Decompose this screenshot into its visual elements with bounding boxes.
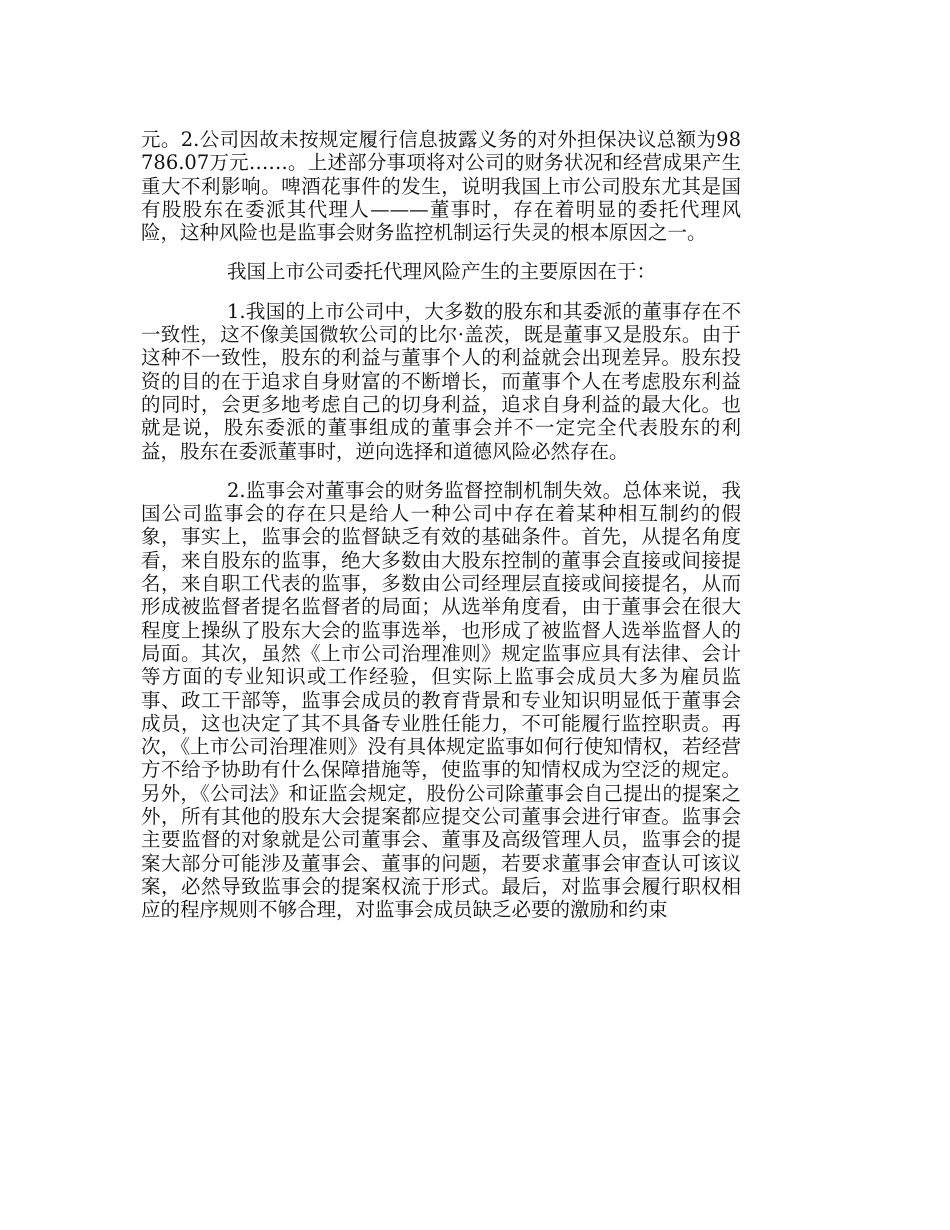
paragraph-reason-2: 2.监事会对董事会的财务监督控制机制失效。总体来说，我国公司监事会的存在只是给人一种公司中存在着某种相互制约的假象，事实上，监事会的监督缺乏有效的基础条件。首先，从提名角度看，来自股东的监事，绝大多数由大股东控制的董事会直接或间接提名，来自职工代表的监事，多数由公司经理层直接或间接提名，从而形成被监督者提名监督者的局面；从选举角度看，由于董事会在很大程度上操纵了股东大会的监事选举，也形成了被监督人选举监督人的局面。其次，虽然《上市公司治理准则》规定监事应具有法律、会计等方面的专业知识或工作经验，但实际上监事会成员大多为雇员监事、政工干部等，监事会成员的教育背景和专业知识明显低于董事会成员，这也决定了其不具备专业胜任能力，不可能履行监控职责。再次，《上市公司治理准则》没有具体规定监事如何行使知情权，若经营方不给予协助有什么保障措施等，使监事的知情权成为空泛的规定。另外，《公司法》和证监会规定，股份公司除董事会自己提出的提案之外，所有其他的股东大会提案都应提交公司董事会进行审查。监事会主要监督的对象就是公司董事会、董事及高级管理人员，监事会的提案大部分可能涉及董事会、董事的问题，若要求董事会审查认可该议案，必然导致监事会的提案权流于形式。最后，对监事会履行职权相应的程序规则不够合理，对监事会成员缺乏必要的激励和约束 — [141, 478, 741, 922]
paragraph-continuation: 元。2.公司因故未按规定履行信息披露义务的对外担保决议总额为98786.07万元……。上述部分事项将对公司的财务状况和经营成果产生重大不利影响。啤酒花事件的发生，说明我国上市公司股东尤其是国有股股东在委派其代理人———董事时，存在着明显的委托代理风险，这种风险也是监事会财务监控机制运行失灵的根本原因之一。 — [141, 128, 741, 245]
paragraph-reason-1: 1.我国的上市公司中，大多数的股东和其委派的董事存在不一致性，这不像美国微软公司的比尔·盖茨，既是董事又是股东。由于这种不一致性，股东的利益与董事个人的利益就会出现差异。股东投资的目的在于追求自身财富的不断增长，而董事个人在考虑股东利益的同时，会更多地考虑自己的切身利益，追求自身利益的最大化。也就是说，股东委派的董事组成的董事会并不一定完全代表股东的利益，股东在委派董事时，逆向选择和道德风险必然存在。 — [141, 299, 741, 463]
document-body — [141, 128, 741, 938]
paragraph-reasons-heading: 我国上市公司委托代理风险产生的主要原因在于： — [227, 260, 657, 284]
